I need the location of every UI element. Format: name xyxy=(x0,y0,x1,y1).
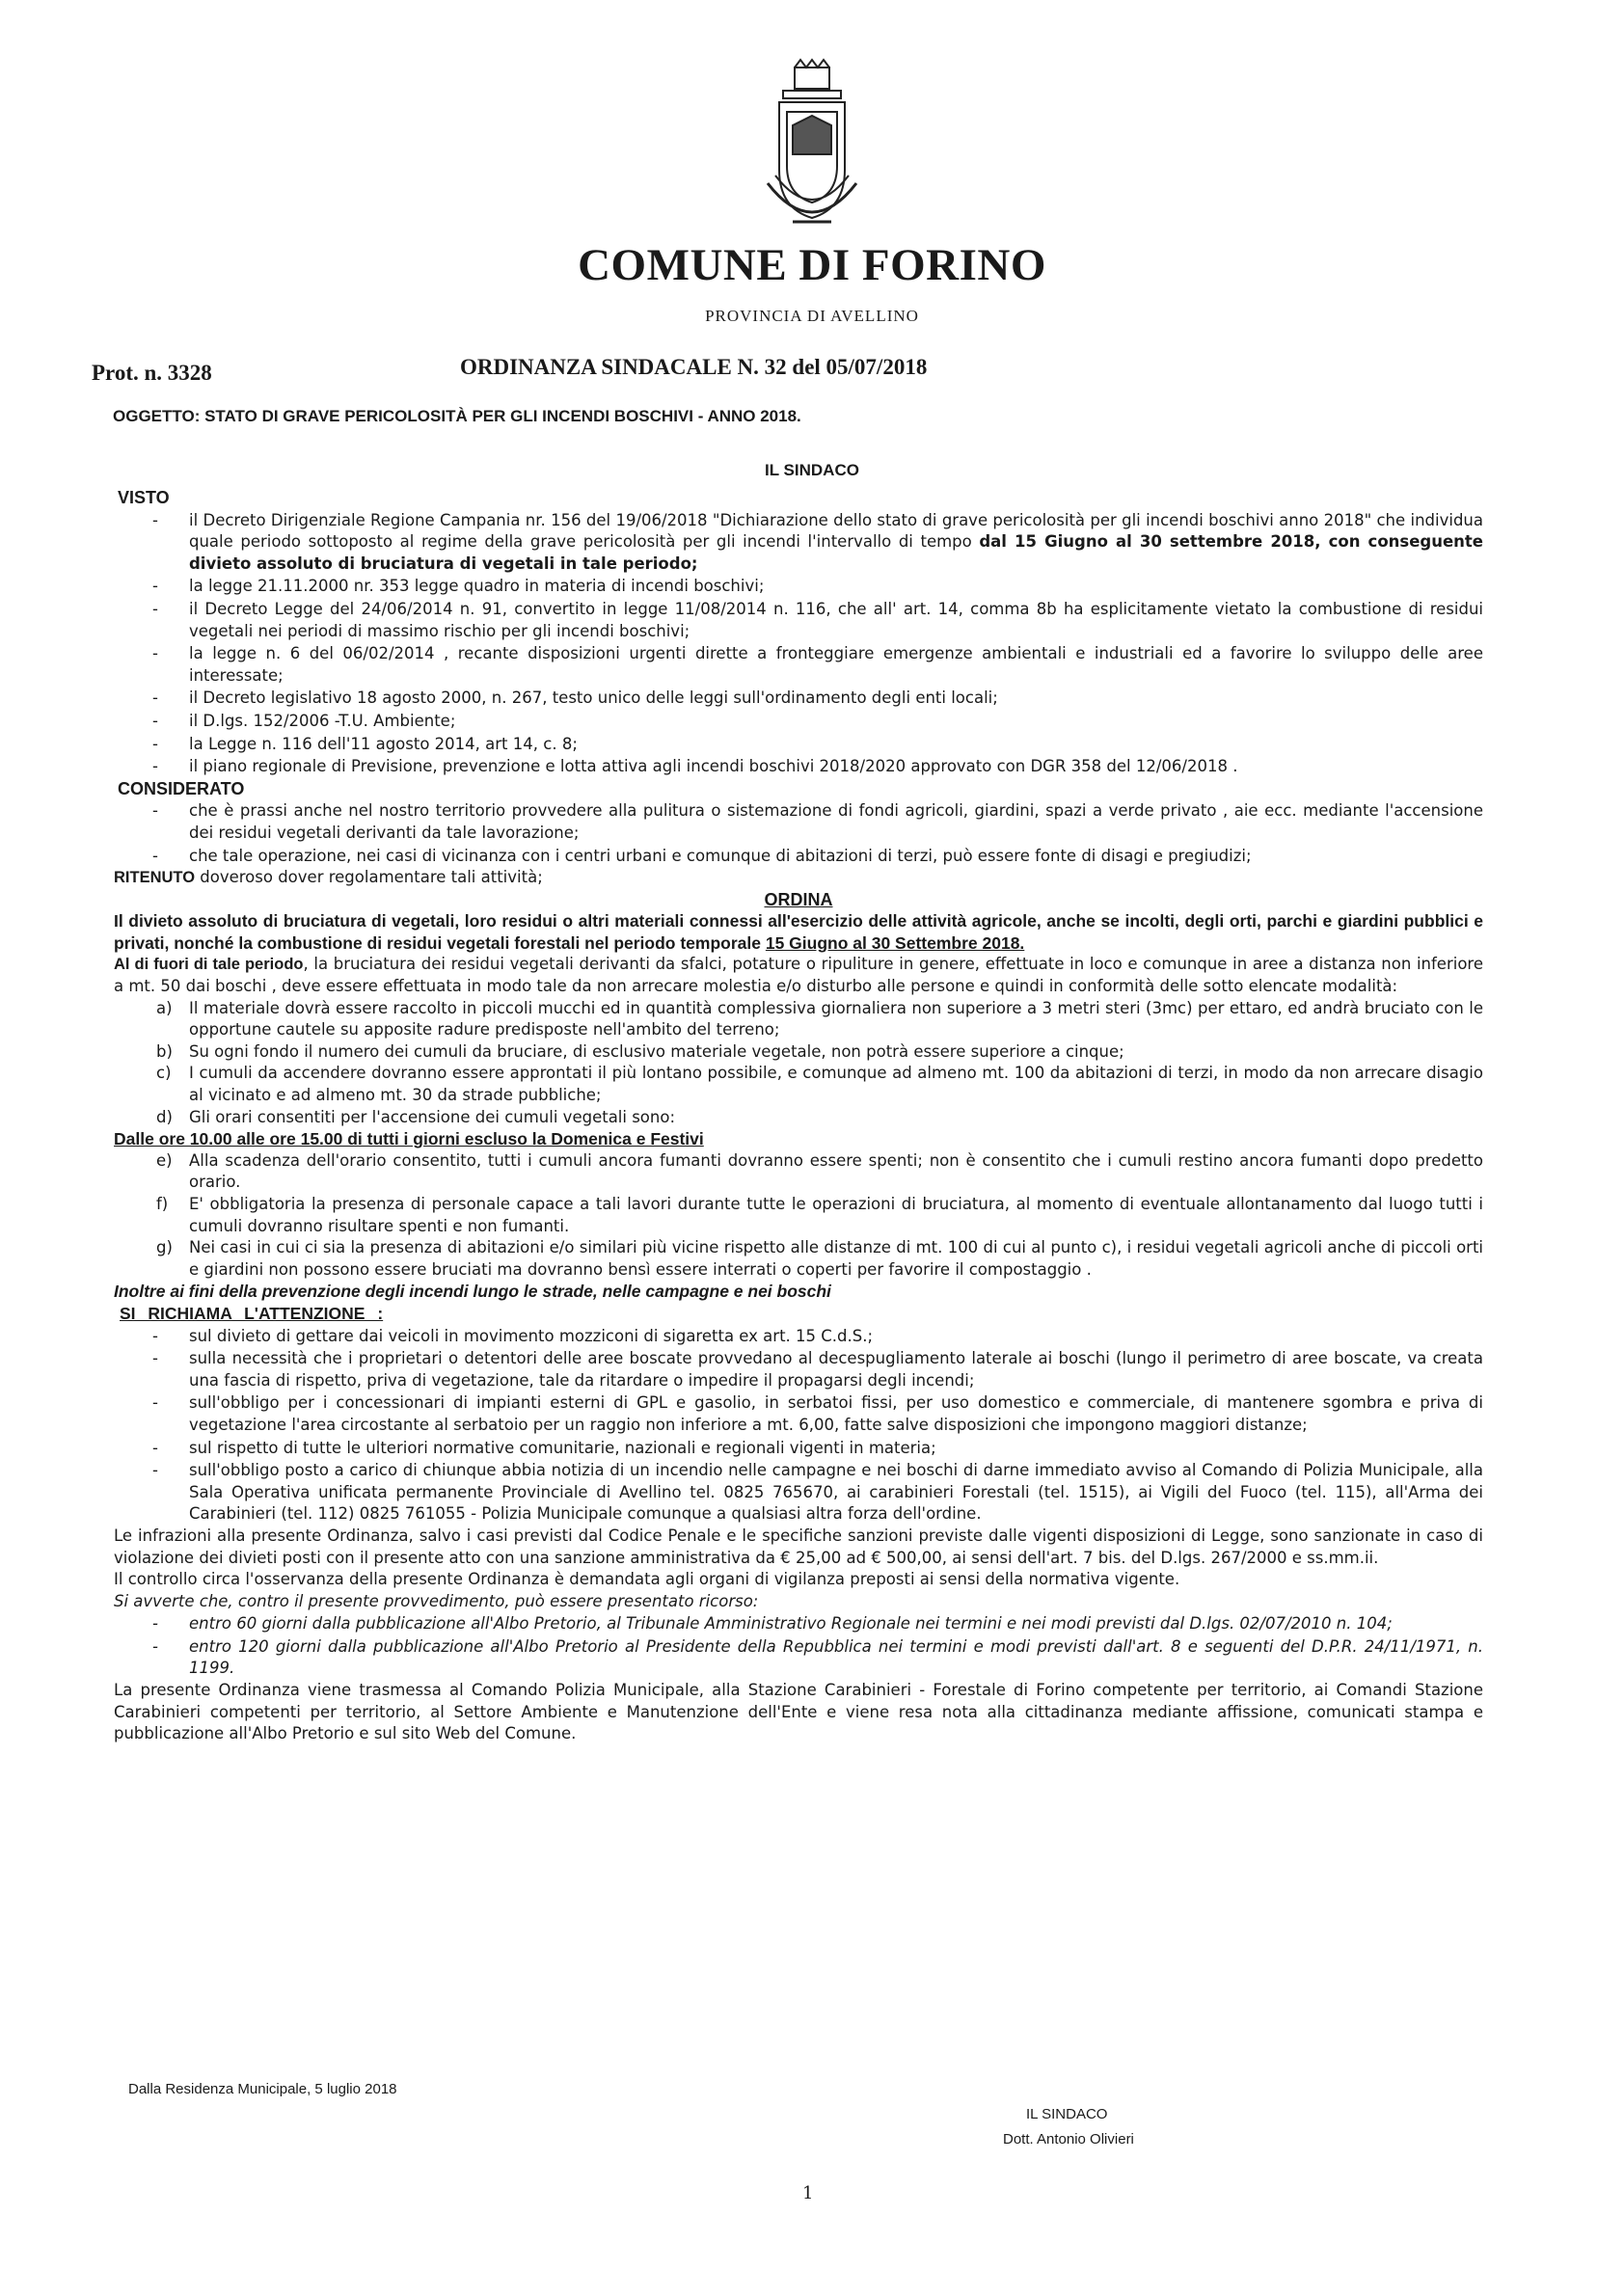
protocol-number: Prot. n. 3328 xyxy=(92,361,212,385)
document-body xyxy=(114,487,1483,1745)
prevention-heading: Inoltre ai fini della prevenzione degli incendi lungo le strade, nelle campagne e nei boschi xyxy=(114,1282,831,1302)
subject-line: OGGETTO: STATO DI GRAVE PERICOLOSITÀ PER GLI INCENDI BOSCHIVI - ANNO 2018. xyxy=(113,407,801,425)
considerato-item: - che tale operazione, nei casi di vicinanza con i centri urbani e comunque di abitazioni di terzi, può essere fonte di disagi e pregiudizi; xyxy=(114,846,1483,868)
sanctions-text: Le infrazioni alla presente Ordinanza, salvo i casi previsti dal Codice Penale e le specifiche sanzioni previste dalle vigenti disposizioni di Legge, sono sanzionate in caso di violazione dei divieti posti con il presente atto con una sanzione amministrativa da € 25,00 ad € 500,00, ai sensi dell'art. 7 bis. del D.lgs. 267/2000 e ss.mm.ii. xyxy=(114,1526,1483,1567)
allowed-hours: Dalle ore 10.00 alle ore 15.00 di tutti i giorni escluso la Domenica e Festivi xyxy=(114,1129,704,1149)
richiama-item: - sul divieto di gettare dai veicoli in movimento mozziconi di sigaretta ex art. 15 C.d.S.; xyxy=(114,1326,1483,1348)
rule-d: d) Gli orari consentiti per l'accensione dei cumuli vegetali sono: xyxy=(156,1107,676,1126)
visto-label: VISTO xyxy=(118,488,170,507)
ritenuto-line: RITENUTO doveroso dover regolamentare tali attività; xyxy=(114,868,543,887)
visto-item: - il D.lgs. 152/2006 -T.U. Ambiente; xyxy=(114,711,1483,733)
signature-role: IL SINDACO xyxy=(1026,2106,1108,2122)
issuer-heading: IL SINDACO xyxy=(765,461,859,479)
richiama-item: - sulla necessità che i proprietari o detentori delle aree boscate provvedano al decespugliamento laterale ai boschi (lungo il perimetro di aree boscate, va creata una fascia di rispetto, priva di vegetazione, tale da ritardare o impedire il propagarsi degli incendi; xyxy=(114,1348,1483,1391)
rule-g: g) Nei casi in cui ci sia la presenza di abitazioni e/o similari più vicine rispetto alle distanze di mt. 100 di cui al punto c), i residui vegetali agricoli anche di piccoli orti e giardini non possono essere bruciati ma dovranno bensì essere interrati o coperti per favorire il compostaggio . xyxy=(156,1238,1483,1279)
province-subtitle: PROVINCIA DI AVELLINO xyxy=(705,307,919,325)
visto-item: - il Decreto legislativo 18 agosto 2000, n. 267, testo unico delle leggi sull'ordinamento degli enti locali; xyxy=(114,688,1483,710)
rule-e: e) Alla scadenza dell'orario consentito, tutti i cumuli ancora fumanti dovranno essere spenti; non è consentito che i cumuli restino ancora fumanti dopo predetto orario. xyxy=(156,1150,1483,1192)
ordina-main-text: Il divieto assoluto di bruciatura di vegetali, loro residui o altri materiali connessi all'esercizio delle attività agricole, anche se incolti, degli orti, parchi e giardini pubblici e privati, nonché la combustione di residui vegetali forestali nel periodo temporale 15 Giugno al 30 Settembre 2018. xyxy=(114,911,1483,953)
appeal-item: - entro 120 giorni dalla pubblicazione all'Albo Pretorio al Presidente della Repubblica nei termini e modi previsti dall'art. 8 e seguenti del D.P.R. 24/11/1971, n. 1199. xyxy=(114,1636,1483,1680)
visto-item: - il Decreto Dirigenziale Regione Campania nr. 156 del 19/06/2018 "Dichiarazione dello stato di grave pericolosità per gli incendi boschivi anno 2018" che individua quale periodo sottoposto al regime della grave pericolosità per gli incendi l'intervallo di tempo dal 15 Giugno al 30 settembre 2018, con conseguente divieto assoluto di bruciatura di vegetali in tale periodo; xyxy=(114,510,1483,576)
visto-item: - il Decreto Legge del 24/06/2014 n. 91, convertito in legge 11/08/2014 n. 116, che all' art. 14, comma 8b ha esplicitamente vietato la combustione di residui vegetali nei periodi di massimo rischio per gli incendi boschivi; xyxy=(114,599,1483,642)
rule-b: b) Su ogni fondo il numero dei cumuli da bruciare, di esclusivo materiale vegetale, non potrà essere superiore a cinque; xyxy=(156,1041,1124,1061)
municipality-title: COMUNE DI FORINO xyxy=(578,240,1046,290)
signature-name: Dott. Antonio Olivieri xyxy=(1003,2131,1134,2147)
rule-a: a) Il materiale dovrà essere raccolto in piccoli mucchi ed in quantità complessiva giornaliera non superiore a 3 metri steri (3mc) per ettaro, ed andrà bruciato con le opportune cautele su apposite radure predisposte nell'ambito del terreno; xyxy=(156,998,1483,1040)
richiama-heading: SI RICHIAMA L'ATTENZIONE : xyxy=(120,1303,384,1323)
control-text: Il controllo circa l'osservanza della presente Ordinanza è demandata agli organi di vigilanza preposti ai sensi della normativa vigente. xyxy=(114,1570,1180,1589)
appeal-item: - entro 60 giorni dalla pubblicazione all'Albo Pretorio, al Tribunale Amministrativo Regionale nei termini e nei modi previsti dal D.lgs. 02/07/2010 n. 104; xyxy=(114,1613,1483,1635)
considerato-label: CONSIDERATO xyxy=(118,778,245,798)
richiama-item: - sul rispetto di tutte le ulteriori normative comunitarie, nazionali e regionali vigenti in materia; xyxy=(114,1438,1483,1460)
appeal-intro: Si avverte che, contro il presente provvedimento, può essere presentato ricorso: xyxy=(114,1591,759,1610)
transmission-text: La presente Ordinanza viene trasmessa al Comando Polizia Municipale, alla Stazione Carabinieri - Forestale di Forino competente per territorio, ai Comandi Stazione Carabinieri competenti per territorio, al Settore Ambiente e Manutenzione dell'Ente e viene resa nota alla cittadinanza mediante affissione, comunicati stampa e pubblicazione all'Albo Pretorio e sul sito Web del Comune. xyxy=(114,1681,1483,1743)
municipal-crest-emblem xyxy=(754,58,870,251)
visto-item: - la legge 21.11.2000 nr. 353 legge quadro in materia di incendi boschivi; xyxy=(114,576,1483,598)
visto-item: - la Legge n. 116 dell'11 agosto 2014, art 14, c. 8; xyxy=(114,734,1483,756)
visto-item: - il piano regionale di Previsione, prevenzione e lotta attiva agli incendi boschivi 2018/2020 approvato con DGR 358 del 12/06/2018 . xyxy=(114,756,1483,778)
ordina-heading: ORDINA xyxy=(764,889,833,909)
signature-date-line: Dalla Residenza Municipale, 5 luglio 2018 xyxy=(128,2081,397,2097)
ordinance-title: ORDINANZA SINDACALE N. 32 del 05/07/2018 xyxy=(460,355,928,379)
richiama-item: - sull'obbligo per i concessionari di impianti esterni di GPL e gasolio, in serbatoi fissi, per uso domestico e commerciale, di mantenere sgombra e priva di vegetazione l'area circostante al serbatoio per un raggio non inferiore a mt. 6,00, fatte salve disposizioni che impongono maggiori distanze; xyxy=(114,1392,1483,1436)
fuori-periodo-text: Al di fuori di tale periodo, la bruciatura dei residui vegetali derivanti da sfalci, potature o ripuliture in genere, effettuate in loco e comunque in aree a distanza non inferiore a mt. 50 dai boschi , deve essere effettuata in modo tale da non arrecare molestia e/o disturbo alle persone e quindi in conformità delle sotto elencate modalità: xyxy=(114,955,1483,996)
page-number: 1 xyxy=(802,2183,814,2203)
rule-c: c) I cumuli da accendere dovranno essere approntati il più lontano possibile, e comunque ad almeno mt. 100 da abitazioni di terzi, in modo da non arrecare disagio al vicinato e ad almeno mt. 30 da strade pubbliche; xyxy=(156,1064,1483,1105)
richiama-item: - sull'obbligo posto a carico di chiunque abbia notizia di un incendio nelle campagne e nei boschi di darne immediato avviso al Comando di Polizia Municipale, alla Sala Operativa unificata permanente Provinciale di Avellino tel. 0825 765670, ai carabinieri Forestali (tel. 1515), ai Vigili del Fuoco (tel. 115), all'Arma dei Carabinieri (tel. 112) 0825 761055 - Polizia Municipale comunque a qualsiasi altra forza dell'ordine. xyxy=(114,1460,1483,1526)
considerato-item: - che è prassi anche nel nostro territorio provvedere alla pulitura o sistemazione di fondi agricoli, giardini, spazi a verde privato , aie ecc. mediante l'accensione dei residui vegetali derivanti da tale lavorazione; xyxy=(114,800,1483,844)
visto-item: - la legge n. 6 del 06/02/2014 , recante disposizioni urgenti dirette a fronteggiare emergenze ambientali e industriali ed a favorire lo sviluppo delle aree interessate; xyxy=(114,643,1483,687)
rule-f: f) E' obbligatoria la presenza di personale capace a tali lavori durante tutte le operazioni di bruciatura, al momento di eventuale allontanamento dal luogo tutti i cumuli dovranno risultare spenti e non fumanti. xyxy=(156,1195,1483,1235)
